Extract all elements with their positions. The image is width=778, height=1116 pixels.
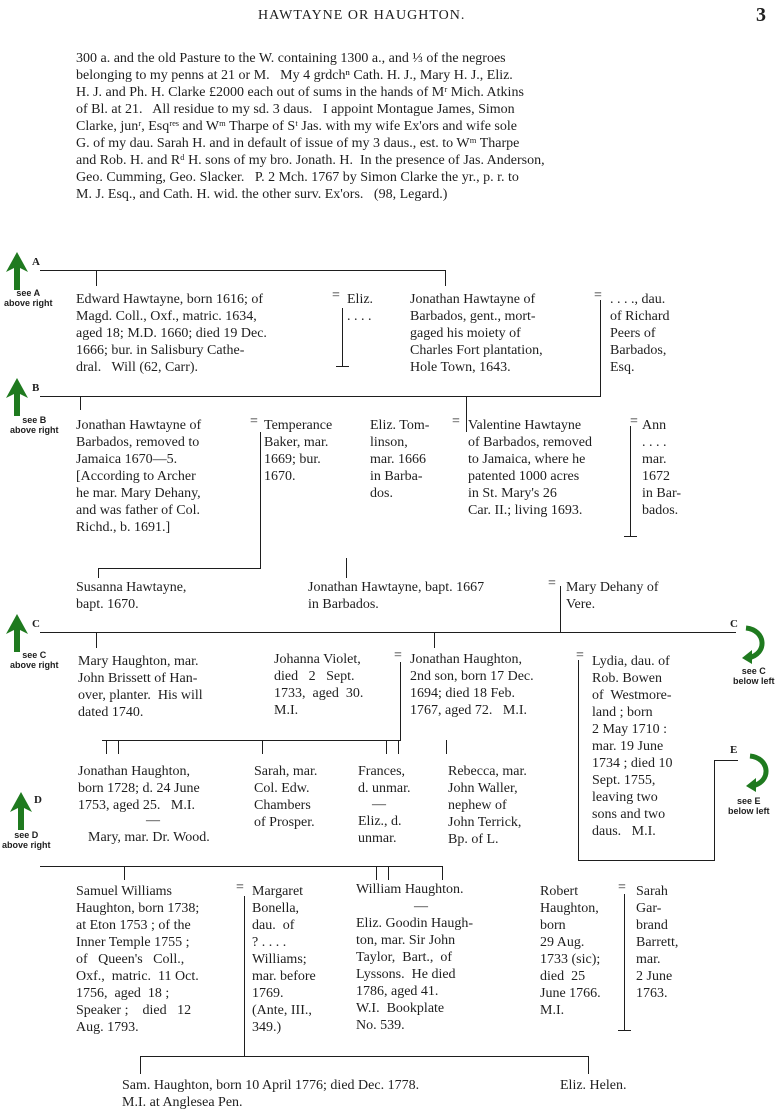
person-jonathan-haughton-4: Jonathan Haughton, 2nd son, born 17 Dec. 1694; died 18 Feb. 1767, aged 72. M.I. (410, 652, 534, 718)
person-valentine-hawtayne: Valentine Hawtayne of Barbados, removed to Jamaica, where he patented 1000 acres in St. Mary's 26 Car. II.; living 1693. (468, 418, 593, 518)
person-temperance-baker: Temperance Baker, mar. 1669; bur. 1670. (264, 418, 333, 484)
person-frances: Frances, d. unmar. (358, 764, 411, 796)
tree-line (466, 396, 467, 432)
marriage-sign: = (548, 576, 556, 591)
dash: — (146, 813, 160, 828)
intro-line: H. J. and Ph. H. Clarke £2000 each out of sums in the hands of Mʳ Mich. Atkins (76, 85, 524, 100)
intro-line: G. of my dau. Sarah H. and in default of issue of my 3 daus., est. to Wᵐ Tharpe (76, 136, 520, 151)
tree-line (96, 270, 97, 286)
page-header-title: HAWTAYNE OR HAUGHTON. (258, 8, 466, 23)
tree-line (102, 740, 401, 741)
curved-arrow-icon (742, 752, 772, 792)
note-see-d: see D above right (2, 830, 51, 850)
tree-line (398, 740, 399, 754)
person-susanna-hawtayne: Susanna Hawtayne, bapt. 1670. (76, 580, 187, 612)
tree-line (346, 558, 347, 578)
intro-line: M. J. Esq., and Cath. H. wid. the other surv. Ex'ors. (98, Legard.) (76, 187, 448, 202)
intro-line: of Bl. at 21. All residue to my sd. 3 daus. I appoint Montague James, Simon (76, 102, 515, 117)
person-jonathan-hawtayne-2: Jonathan Hawtayne of Barbados, removed to Jamaica 1670—5. [According to Archer he mar. Mary Dehany, and was father of Col. Richd., b. 1691.] (76, 418, 202, 535)
person-ann: Ann . . . . mar. 1672 in Bar- bados. (642, 418, 681, 518)
person-eliz-tomlinson: Eliz. Tom- linson, mar. 1666 in Barba- dos. (370, 418, 430, 501)
tree-line (630, 426, 631, 536)
tree-line (40, 632, 736, 633)
tree-line (445, 270, 446, 286)
person-jonathan-hawtayne-1: Jonathan Hawtayne of Barbados, gent., mort- gaged his moiety of Charles Fort plantation, Hole Town, 1643. (410, 292, 543, 375)
marker-a: A (32, 256, 40, 268)
marker-c: C (32, 618, 40, 630)
marriage-sign: = (394, 648, 402, 663)
marker-e: E (730, 744, 738, 756)
dash: — (372, 797, 386, 812)
marker-c-right: C (730, 618, 738, 630)
tree-line (40, 866, 443, 867)
person-eliz-goodin-haughton: Eliz. Goodin Haugh- ton, mar. Sir John Taylor, Bart., of Lyssons. He died 1786, aged 41. W.I. Bookplate No. 539. (356, 916, 474, 1033)
marriage-sign: = (250, 414, 258, 429)
tree-line (446, 740, 447, 754)
tree-line (578, 860, 715, 861)
tree-line (96, 632, 97, 648)
person-eliz-unmar: Eliz., d. unmar. (358, 814, 402, 846)
person-rebecca-waller: Rebecca, mar. John Waller, nephew of John Terrick, Bp. of L. (448, 764, 527, 847)
tree-line (442, 866, 443, 880)
tree-line (260, 432, 261, 568)
tree-line (588, 1056, 589, 1074)
tree-line (434, 632, 435, 648)
up-arrow-icon (6, 252, 28, 290)
person-johanna-violet: Johanna Violet, died 2 Sept. 1733, aged 30. M.I. (274, 652, 364, 718)
marriage-sign: = (594, 288, 602, 303)
person-sarah-chambers: Sarah, mar. Col. Edw. Chambers of Prosper. (254, 764, 318, 830)
marriage-sign: = (332, 288, 340, 303)
intro-paragraph (76, 50, 698, 203)
person-jonathan-haughton-5: Jonathan Haughton, born 1728; d. 24 June 1753, aged 25. M.I. (78, 764, 200, 813)
tree-line (624, 894, 625, 1030)
person-samuel-williams-haughton: Samuel Williams Haughton, born 1738; at Eton 1753 ; of the Inner Temple 1755 ; of Queen's Coll., Oxf., matric. 11 Oct. 1756, aged 18 ; Speaker ; died 12 Aug. 1793. (76, 884, 200, 1035)
up-arrow-icon (6, 614, 28, 652)
person-mary-wood: Mary, mar. Dr. Wood. (88, 830, 210, 845)
intro-line: 300 a. and the old Pasture to the W. containing 1300 a., and ⅓ of the negroes (76, 51, 506, 66)
person-william-haughton: William Haughton. (356, 882, 464, 897)
person-jonathan-hawtayne-3: Jonathan Hawtayne, bapt. 1667 in Barbados. (308, 580, 485, 612)
tree-line (80, 396, 81, 410)
note-see-b: see B above right (10, 415, 59, 435)
dash: — (414, 899, 428, 914)
person-robert-haughton: Robert Haughton, born 29 Aug. 1733 (sic); died 25 June 1766. M.I. (540, 884, 601, 1018)
tree-line (244, 896, 245, 1056)
marriage-sign: = (452, 414, 460, 429)
note-see-c-below: see C below left (733, 666, 775, 686)
tree-line (618, 1030, 631, 1031)
tree-line (714, 760, 715, 861)
person-sam-haughton: Sam. Haughton, born 10 April 1776; died Dec. 1778. M.I. at Anglesea Pen. (122, 1078, 420, 1110)
tree-line (342, 308, 343, 366)
note-see-e: see E below left (728, 796, 770, 816)
marker-d: D (34, 794, 42, 806)
marriage-sign: = (618, 880, 626, 895)
tree-line (124, 866, 125, 880)
tree-line (140, 1056, 141, 1074)
tree-line (400, 662, 401, 740)
tree-line (388, 866, 389, 880)
tree-line (118, 740, 119, 754)
up-arrow-icon (10, 792, 32, 830)
curved-arrow-icon (738, 624, 768, 664)
tree-line (624, 536, 637, 537)
person-mary-dehany: Mary Dehany of Vere. (566, 580, 659, 612)
marker-b: B (32, 382, 40, 394)
intro-line: Clarke, junʳ, Esqʳᵉˢ and Wᵐ Tharpe of Sᵗ Jas. with my wife Ex'ors and wife sole (76, 119, 517, 134)
tree-line (106, 740, 107, 754)
tree-line (40, 396, 601, 397)
marriage-sign: = (576, 648, 584, 663)
tree-line (578, 660, 579, 860)
tree-line (560, 586, 561, 632)
tree-line (98, 568, 99, 578)
person-dau-of-richard-peers: . . . ., dau. of Richard Peers of Barbados, Esq. (610, 292, 670, 375)
marriage-sign: = (236, 880, 244, 895)
intro-line: and Rob. H. and Rᵈ H. sons of my bro. Jonath. H. In the presence of Jas. Anderson, (76, 153, 545, 168)
marriage-sign: = (630, 414, 638, 429)
person-margaret-bonella: Margaret Bonella, dau. of ? . . . . Williams; mar. before 1769. (Ante, III., 349.) (252, 884, 316, 1035)
up-arrow-icon (6, 378, 28, 416)
intro-line: belonging to my penns at 21 or M. My 4 grdchⁿ Cath. H. J., Mary H. J., Eliz. (76, 68, 513, 83)
tree-line (140, 1056, 589, 1057)
person-sarah-garbrand-barrett: Sarah Gar- brand Barrett, mar. 2 June 1763. (636, 884, 679, 1001)
tree-line (376, 866, 377, 880)
tree-line (600, 300, 601, 396)
tree-line (40, 270, 446, 271)
page-number: 3 (756, 4, 766, 26)
note-see-a: see A above right (4, 288, 53, 308)
person-eliz: Eliz. . . . . (347, 292, 374, 324)
person-eliz-helen: Eliz. Helen. (560, 1078, 627, 1093)
tree-line (386, 740, 387, 754)
tree-line (336, 366, 349, 367)
intro-line: Geo. Cumming, Geo. Slacker. P. 2 Mch. 1767 by Simon Clarke the yr., p. r. to (76, 170, 519, 185)
person-edward-hawtayne: Edward Hawtayne, born 1616; of Magd. Coll., Oxf., matric. 1634, aged 18; M.D. 1660; died 19 Dec. 1666; bur. in Salisbury Cathe- dral. Will (62, Carr). (76, 292, 267, 375)
person-lydia-bowen: Lydia, dau. of Rob. Bowen of Westmore- land ; born 2 May 1710 : mar. 19 June 1734 ; died 10 Sept. 1755, leaving two sons and two daus. M.I. (592, 654, 673, 839)
tree-line (714, 760, 738, 761)
tree-line (262, 740, 263, 754)
note-see-c: see C above right (10, 650, 59, 670)
tree-line (98, 568, 261, 569)
person-mary-haughton: Mary Haughton, mar. John Brissett of Han- over, planter. His will dated 1740. (78, 654, 203, 720)
